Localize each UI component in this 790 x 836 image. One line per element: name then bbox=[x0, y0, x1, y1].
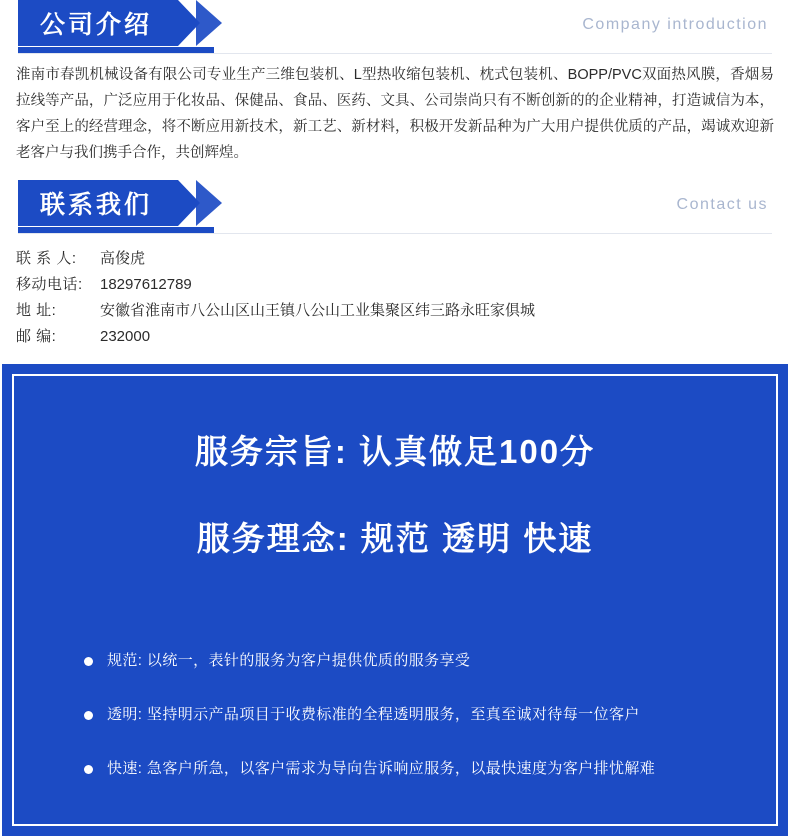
banner-company-introduction bbox=[18, 0, 178, 46]
contact-value: 18297612789 bbox=[100, 276, 192, 293]
company-intro-paragraph: 淮南市春凯机械设备有限公司专业生产三维包装机、L型热收缩包装机、枕式包装机、BOPP/PVC双面热风膜，香烟易拉线等产品，广泛应用于化妆品、保健品、食品、医药、文具、公司崇尚只有不断创新的的企业精神，打造诚信为本，客户至上的经营理念，将不断应用新技术，新工艺、新材料，积极开发新品种为广大用户提供优质的产品，竭诚欢迎新老客户与我们携手合作，共创辉煌。 bbox=[16, 67, 774, 161]
list-item bbox=[72, 650, 732, 672]
bullet-text: 快速: 急客户所急，以客户需求为导向告诉响应服务，以最快速度为客户排忧解难 bbox=[107, 760, 656, 777]
section-header-company-introduction bbox=[0, 0, 790, 56]
contact-label: 移动电话: bbox=[16, 276, 83, 293]
list-item bbox=[72, 704, 732, 726]
contact-value: 高俊虎 bbox=[100, 250, 146, 267]
service-pledge-inner-frame bbox=[12, 374, 778, 826]
service-headline-purpose: 服务宗旨: 认真做足100分 bbox=[194, 433, 596, 470]
banner-arrow-decoration bbox=[196, 180, 222, 226]
banner-contact-us bbox=[18, 180, 178, 226]
section-title-cn: 公司介绍 bbox=[40, 11, 153, 39]
contact-row bbox=[16, 246, 790, 272]
section-title-cn: 联系我们 bbox=[40, 191, 153, 219]
service-pledge-block bbox=[2, 364, 788, 836]
contact-row bbox=[16, 324, 790, 350]
bullet-text: 透明: 坚持明示产品项目于收费标准的全程透明服务，至真至诚对待每一位客户 bbox=[107, 706, 640, 723]
section-title-en: Contact us bbox=[676, 196, 768, 213]
bullet-dot-icon bbox=[84, 657, 93, 666]
banner-main bbox=[18, 180, 178, 226]
banner-main bbox=[18, 0, 178, 46]
contact-label: 联 系 人: bbox=[16, 250, 77, 267]
bullet-dot-icon bbox=[84, 765, 93, 774]
section-title-en: Company introduction bbox=[582, 16, 768, 33]
bullet-text: 规范: 以统一，表针的服务为客户提供优质的服务享受 bbox=[107, 652, 471, 669]
banner-arrow-decoration bbox=[196, 0, 222, 46]
contact-row bbox=[16, 298, 790, 324]
contact-value: 安徽省淮南市八公山区山王镇八公山工业集聚区纬三路永旺家俱城 bbox=[100, 302, 536, 319]
header-divider bbox=[18, 233, 772, 234]
service-bullet-list bbox=[72, 650, 732, 812]
contact-row bbox=[16, 272, 790, 298]
service-headline-philosophy: 服务理念: 规范 透明 快速 bbox=[196, 520, 594, 557]
contact-value: 232000 bbox=[100, 328, 151, 345]
contact-label: 邮 编: bbox=[16, 328, 57, 345]
bullet-dot-icon bbox=[84, 711, 93, 720]
contact-list bbox=[16, 246, 790, 350]
section-header-contact-us bbox=[0, 180, 790, 236]
header-divider bbox=[18, 53, 772, 54]
list-item bbox=[72, 758, 732, 780]
contact-label: 地 址: bbox=[16, 302, 57, 319]
